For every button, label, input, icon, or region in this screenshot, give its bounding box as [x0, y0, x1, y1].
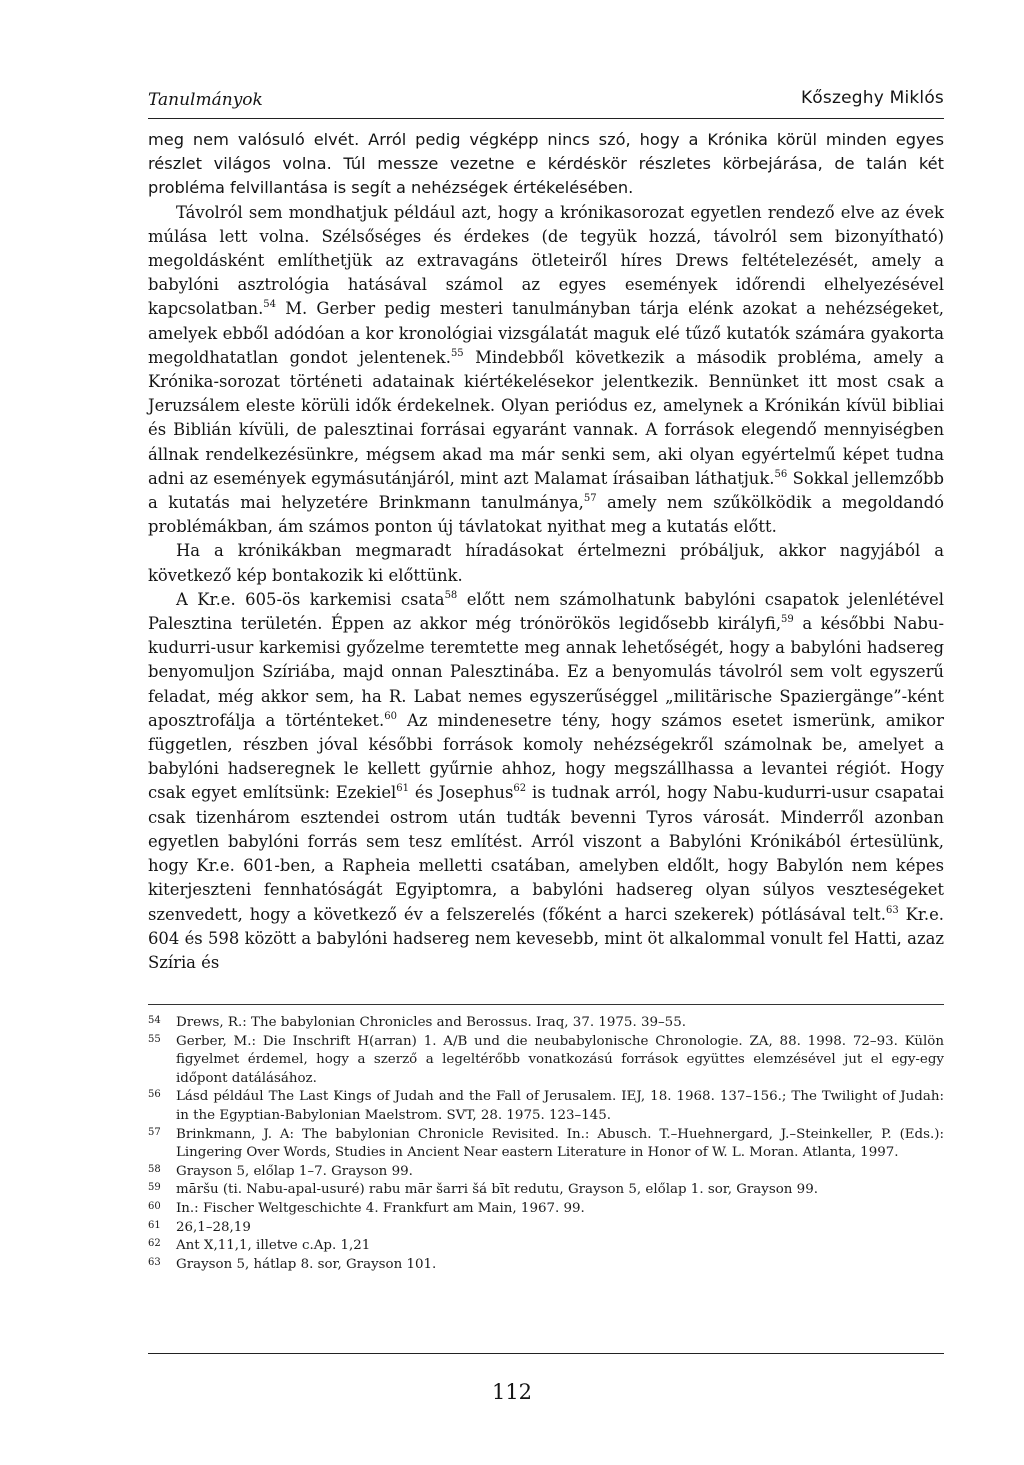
footnote: 58 Grayson 5, előlap 1–7. Grayson 99.	[148, 1163, 413, 1179]
main-text	[148, 128, 944, 975]
footnote: 54 Drews, R.: The babylonian Chronicles and Berossus. Iraq, 37. 1975. 39–55.	[148, 1015, 686, 1030]
footnote-ref[interactable]: 56	[774, 468, 788, 480]
footnote-number: 56	[148, 1089, 161, 1101]
page-number: 112	[491, 1380, 533, 1404]
paragraph: Távolról sem mondhatjuk például azt, hogy a krónikasorozat egyetlen rendező elve az évek múlása lett volna. Szélsőséges és érdekes (de tegyük hozzá, távolról sem bizonyítható) megoldásként említhetjük az extravagáns ötleteiről híres Drews feltételezését, amely a babylóni asztrológia hatásával számol az egyes események időrendi elhelyezésével kapcsolatban.$^{54}$ M. Gerber pedig mesteri tanulmányban tárja elénk azokat a nehézségeket, amelyek ebből adódóan a kor kronológiai vizsgálatát maguk elé tűző kutatók számára gyakorta megoldhatatlan gondot jelentenek.$^{55}$ Mindebből következik a második probléma, amely a Krónika-sorozat történeti adatainak kiértékelésekor jelentkezik. Bennünket itt most csak a Jeruzsálem eleste körüli idők érdekelnek. Olyan periódus ez, amelynek a Krónikán kívül bibliai és Biblián kívüli, de palesztinai forrásai egyaránt vannak. A források elegendő mennyiségben állnak rendelkezésünkre, mégsem akad ma már senki sem, aki olyan egyértelmű képet tudna adni az események egymásutánjáról, mint azt Malamat írásaiban láthatjuk.$^{56}$ Sokkal jellemzőbb a kutatás mai helyzetére Brinkmann tanulmánya,$^{57}$ amely nem szűkölködik a megoldandó problémákban, ám számos ponton új távlatokat nyithat meg a kutatás előtt.	[148, 202, 945, 537]
footnote: 62 Ant X,11,1, illetve c.Ap. 1,21	[148, 1238, 371, 1254]
footnote-ref[interactable]: 55	[450, 347, 464, 359]
footnote: 55 Gerber, M.: Die Inschrift H(arran) 1. A/B und die neubabylonische Chronologie. ZA, 88. 1998. 72–93. Külön figyelmet érdemel, hogy a szerző a legeltérőbb vonatkozású források együttes elemzésével jut el egy-egy időpont datálásához.	[148, 1033, 944, 1086]
paragraph: A Kr.e. 605-ös karkemisi csata$^{58}$ előtt nem számolhatunk babylóni csapatok jelenlétével Palesztina területén. Éppen az akkor még trónörökös legidősebb királyfi,$^{59}$ a későbbi Nabu-kudurri-usur karkemisi győzelme teremtette meg annak lehetőségét, hogy a babylóni hadsereg benyomuljon Szíriába, majd onnan Palesztinába. Ez a benyomulás távolról sem volt egyszerű feladat, még akkor sem, ha R. Labat nemes egyszerűséggel „militärische Spaziergänge”-ként aposztrofálja a történteket.$^{60}$ Az mindenesetre tény, hogy számos esetet ismerünk, amikor független, részben jóval későbbi források komoly nehézségekről számolnak be, amelyet a babylóni hadseregnek le kellett gyűrnie ahhoz, hogy megszállhassa a levantei régiót. Hogy csak egyet említsünk: Ezekiel$^{61}$ és Josephus$^{62}$ is tudnak arról, hogy Nabu-kudurri-usur csapatai csak tizenhárom esztendei ostrom után tudták bevenni Tyros városát. Minderről azonban egyetlen babylóni forrás sem tesz említést. Arról viszont a Babylóni Krónikából értesülünk, hogy Kr.e. 601-ben, a Rapheia melletti csatában, amelyben eldőlt, hogy Babylón nem képes kiterjeszteni fennhatóságát Egyiptomra, a babylóni hadsereg olyan súlyos veszteségeket szenvedett, hogy a következő év a felszerelés (főként a harci szekerek) pótlásával telt.$^{63}$ Kr.e. 604 és 598 között a babylóni hadsereg nem kevesebb, mint öt alkalommal vonult fel Hatti, azaz Szíria és	[148, 589, 944, 972]
page-footer-rule	[148, 1353, 944, 1354]
footnote-ref[interactable]: 54	[263, 299, 277, 311]
footnote-number: 63	[148, 1256, 161, 1268]
footnote-ref[interactable]: 61	[396, 783, 410, 795]
footnotes	[148, 1014, 944, 1274]
header-author: Kőszeghy Miklós	[800, 88, 944, 108]
footnote-number: 60	[148, 1200, 161, 1212]
footnote-number: 55	[148, 1033, 161, 1045]
footnote-ref[interactable]: 57	[583, 493, 597, 505]
footnote: 61 26,1–28,19	[148, 1219, 251, 1235]
footnote-number: 57	[148, 1126, 161, 1138]
footnote: 59 māršu (ti. Nabu-apal-usuré) rabu mār šarri šá bīt redutu, Grayson 5, előlap 1. sor, Grayson 99.	[148, 1182, 818, 1198]
running-header	[148, 80, 944, 119]
footnote-ref[interactable]: 63	[885, 904, 899, 916]
footnote: 56 Lásd például The Last Kings of Judah and the Fall of Jerusalem. IEJ, 18. 1968. 137–156.; The Twilight of Judah: in the Egyptian-Babylonian Maelstrom. SVT, 28. 1975. 123–145.	[148, 1089, 944, 1123]
footnote-number: 62	[148, 1238, 161, 1250]
footnote: 60 In.: Fischer Weltgeschichte 4. Frankfurt am Main, 1967. 99.	[148, 1200, 585, 1216]
paragraph: meg nem valósuló elvét. Arról pedig végképp nincs szó, hogy a Krónika körül minden egyes részlet világos volna. Túl messze vezetne e kérdéskör részletes körbejárása, de talán két probléma felvillantása is segít a nehézségek értékelésében.	[148, 130, 944, 198]
footnote-number: 59	[148, 1182, 161, 1194]
footnote-separator	[148, 1004, 944, 1005]
footnote-number: 58	[148, 1163, 161, 1175]
footnote-ref[interactable]: 62	[513, 783, 527, 795]
paragraph: Ha a krónikákban megmaradt híradásokat értelmezni próbáljuk, akkor nagyjából a következő kép bontakozik ki előttünk.	[148, 541, 944, 585]
footnote: 57 Brinkmann, J. A: The babylonian Chronicle Revisited. In.: Abusch. T.–Huehnergard, J.–Steinkeller, P. (Eds.): Lingering Over Words, Studies in Ancient Near eastern Literature in Honor of W. L. Moran. Atlanta, 1997.	[148, 1126, 944, 1161]
footnote-number: 54	[148, 1015, 161, 1026]
header-section-title: Tanulmányok	[148, 90, 263, 110]
footnote-number: 61	[148, 1219, 161, 1231]
footnote-ref[interactable]: 60	[384, 710, 397, 722]
footnote-ref[interactable]: 59	[781, 614, 794, 626]
footnote: 63 Grayson 5, hátlap 8. sor, Grayson 101.	[148, 1256, 437, 1272]
footnote-ref[interactable]: 58	[444, 589, 458, 601]
